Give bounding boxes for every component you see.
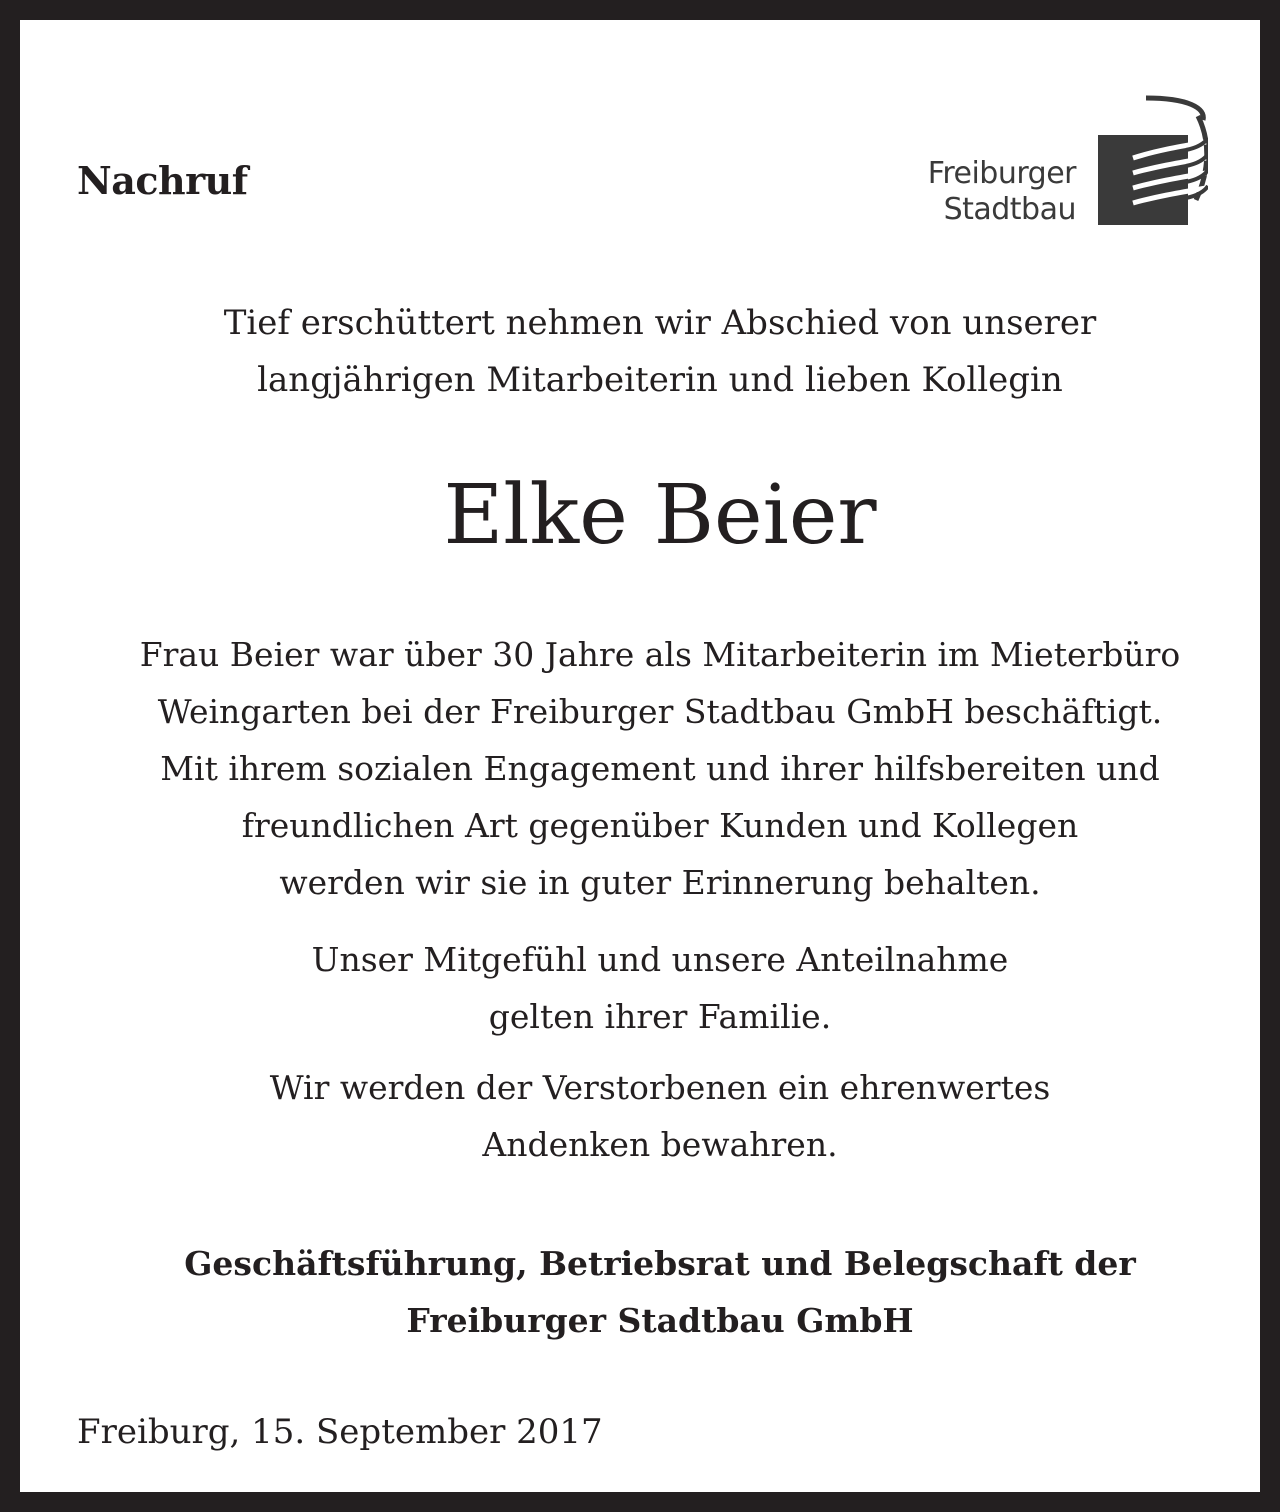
intro-line-2: langjährigen Mitarbeiterin und lieben Kollegin: [257, 360, 1063, 400]
company-logo: [908, 80, 1208, 240]
remembrance-paragraph: [40, 1059, 1280, 1173]
condolence-line: gelten ihrer Familie.: [488, 997, 832, 1036]
tribute-paragraph: [40, 626, 1280, 911]
intro-text: [40, 295, 1280, 409]
remembrance-line: Andenken bewahren.: [482, 1125, 838, 1164]
signature-line-1: Geschäftsführung, Betriebsrat und Belegschaft der: [184, 1244, 1136, 1283]
tribute-line: werden wir sie in guter Erinnerung behalten.: [279, 863, 1041, 902]
freiburger-stadtbau-logo-icon: [1078, 80, 1208, 240]
page-heading: Nachruf: [77, 158, 248, 203]
signature: [40, 1235, 1280, 1349]
condolence-paragraph: [40, 931, 1280, 1045]
tribute-line: Weingarten bei der Freiburger Stadtbau GmbH beschäftigt.: [157, 692, 1163, 731]
deceased-name: Elke Beier: [443, 468, 877, 563]
intro-line-1: Tief erschüttert nehmen wir Abschied von unserer: [223, 303, 1097, 343]
place-and-date: Freiburg, 15. September 2017: [77, 1412, 603, 1452]
logo-line-2: Stadtbau: [943, 192, 1076, 227]
tribute-line: Frau Beier war über 30 Jahre als Mitarbeiterin im Mieterbüro: [139, 635, 1181, 674]
tribute-line: freundlichen Art gegenüber Kunden und Kollegen: [241, 806, 1079, 845]
signature-line-2: Freiburger Stadtbau GmbH: [406, 1301, 914, 1340]
remembrance-line: Wir werden der Verstorbenen ein ehrenwertes: [269, 1068, 1051, 1107]
condolence-line: Unser Mitgefühl und unsere Anteilnahme: [311, 940, 1009, 979]
logo-line-1: Freiburger: [927, 156, 1076, 191]
tribute-line: Mit ihrem sozialen Engagement und ihrer hilfsbereiten und: [160, 749, 1160, 788]
logo-wordmark: [928, 156, 1076, 228]
